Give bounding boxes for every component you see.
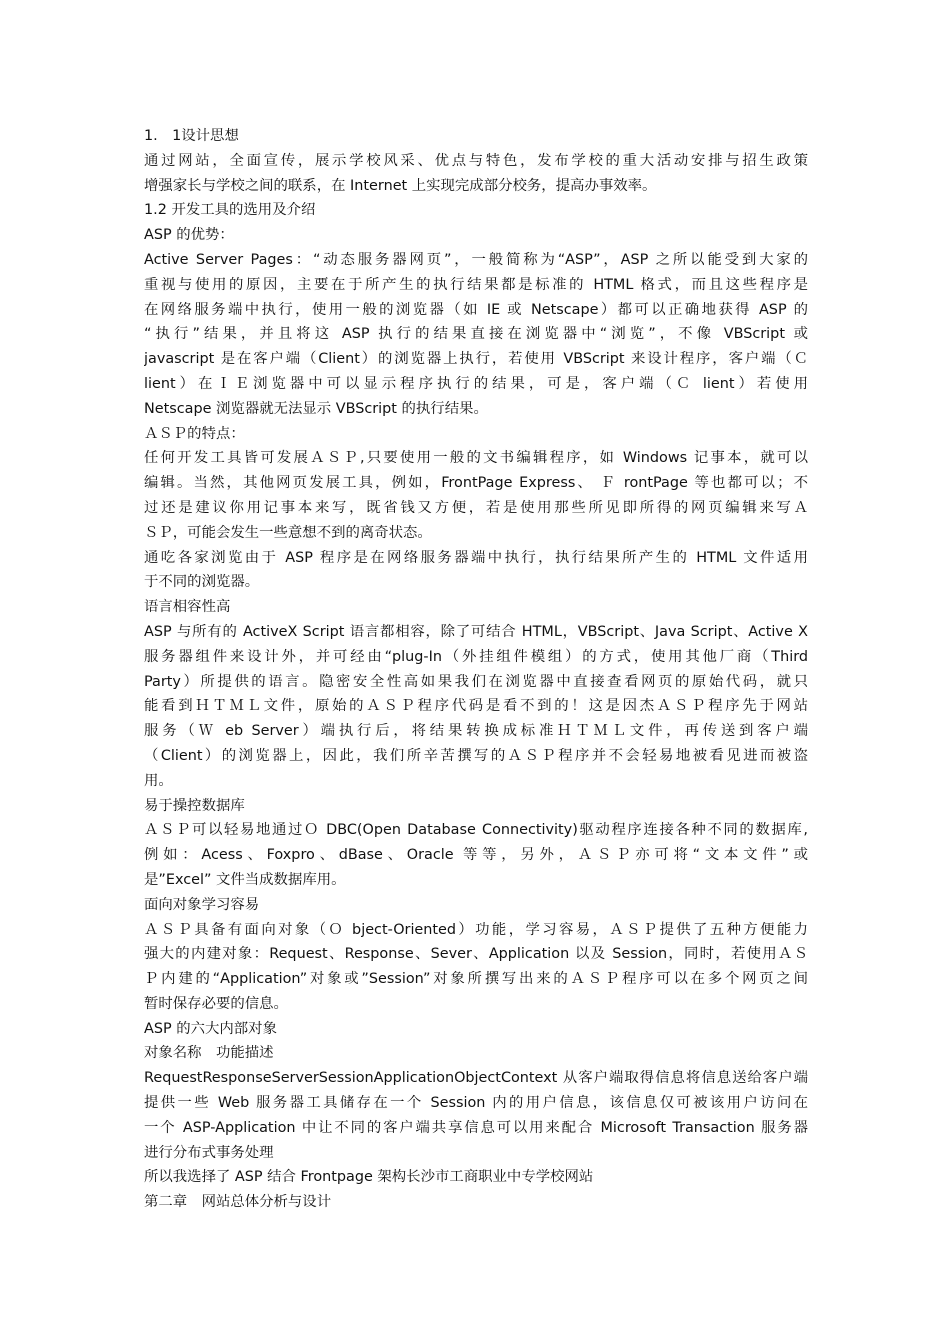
text-line: 是”Excel” 文件当成数据库用。 (144, 871, 346, 888)
document-page (144, 124, 808, 1215)
text-line: 所以我选择了 ASP 结合 Frontpage 架构长沙市工商职业中专学校网站 (144, 1169, 594, 1186)
text-line: ASP 的六大内部对象 (144, 1020, 277, 1037)
text-line: 过还是建议你用记事本来写，既省钱又方便，若是使用那些所见即所得的网页编辑来写Ａ (144, 499, 808, 516)
text-line: 能看到ＨＴＭＬ文件，原始的ＡＳＰ程序代码是看不到的！这是因杰ＡＳＰ程序先于网站 (144, 698, 808, 715)
text-line: 通过网站，全面宣传，展示学校风采、优点与特色，发布学校的重大活动安排与招生政策 (144, 152, 808, 169)
text-line: 用。 (144, 772, 173, 789)
text-line: 进行分布式事务处理 (144, 1144, 274, 1161)
text-line: 例如：Acess、Foxpro、dBase、Oracle 等等，另外，ＡＳＰ亦可将“文本文件”或 (144, 847, 808, 864)
text-line: 在网络服务端中执行，使用一般的浏览器（如 IE 或 Netscape）都可以正确地获得 ASP 的 (144, 301, 808, 318)
text-line: 第二章 网站总体分析与设计 (144, 1194, 332, 1211)
text-line: 对象名称 功能描述 (144, 1045, 274, 1062)
text-line: （Client）的浏览器上，因此，我们所辛苦撰写的ＡＳＰ程序并不会轻易地被看见进而被盗 (144, 747, 808, 764)
text-line: “执行”结果，并且将这 ASP 执行的结果直接在浏览器中“浏览”，不像 VBScript 或 (144, 326, 808, 343)
text-line: RequestResponseServerSessionApplicationObjectContext 从客户端取得信息将信息送给客户端 (144, 1070, 808, 1087)
text-line: ASP 与所有的 ActiveX Script 语言都相容，除了可结合 HTML，VBScript、Java Script、Active X (144, 623, 808, 640)
text-line: 1.2 开发工具的选用及介绍 (144, 202, 316, 219)
text-line: 编辑。当然，其他网页发展工具，例如，FrontPage Express、 Ｆ rontPage 等也都可以；不 (144, 475, 808, 492)
text-line: 暂时保存必要的信息。 (144, 995, 288, 1012)
text-line: 语言相容性高 (144, 599, 231, 616)
text-line: 服务（Ｗ eb Server）端执行后，将结果转换成标准ＨＴＭＬ文件，再传送到客户端 (144, 723, 808, 740)
text-line: ＡＳＰ具备有面向对象（Ｏ bject-Oriented）功能，学习容易，ＡＳＰ提供了五种方便能力 (144, 921, 808, 938)
text-line: Party）所提供的语言。隐密安全性高如果我们在浏览器中直接查看网页的原始代码，就只 (144, 673, 808, 690)
text-line: 1. 1设计思想 (144, 128, 239, 144)
text-line: 一个 ASP-Application 中让不同的客户端共享信息可以用来配合 Microsoft Transaction 服务器 (144, 1119, 808, 1136)
text-line: 增强家长与学校之间的联系，在 Internet 上实现完成部分校务，提高办事效率。 (144, 177, 657, 194)
text-line: ＡＳＰ可以轻易地通过Ｏ DBC(Open Database Connectivity)驱动程序连接各种不同的数据库, (144, 822, 808, 839)
text-line: Netscape 浏览器就无法显示 VBScript 的执行结果。 (144, 400, 488, 417)
text-line: ＳＰ，可能会发生一些意想不到的离奇状态。 (144, 524, 432, 541)
text-line: 服务器组件来设计外，并可经由“plug-In（外挂组件模组）的方式，使用其他厂商（Third (144, 648, 808, 665)
text-line: 重视与使用的原因，主要在于所产生的执行结果都是标准的 HTML 格式，而且这些程序是 (144, 276, 808, 293)
text-line: Ｐ内建的“Application”对象或”Session”对象所撰写出来的ＡＳＰ程序可以在多个网页之间 (144, 971, 808, 988)
text-line: Active Server Pages：“动态服务器网页”，一般简称为“ASP”，ASP 之所以能受到大家的 (144, 251, 808, 268)
text-line: javascript 是在客户端（Client）的浏览器上执行，若使用 VBScript 来设计程序，客户端（Ｃ (144, 351, 808, 368)
text-line: 提供一些 Web 服务器工具储存在一个 Session 内的用户信息，该信息仅可被该用户访问在 (144, 1095, 808, 1112)
text-line: lient）在ＩＥ浏览器中可以显示程序执行的结果，可是，客户端（Ｃ lient）若使用 (144, 375, 808, 392)
text-line: 易于操控数据库 (144, 797, 245, 814)
text-line: 强大的内建对象：Request、Response、Sever、Application 以及 Session，同时，若使用ＡＳ (144, 946, 808, 963)
text-line: ＡＳＰ的特点： (144, 425, 245, 442)
text-line: 通吃各家浏览由于 ASP 程序是在网络服务器端中执行，执行结果所产生的 HTML 文件适用 (144, 549, 808, 566)
text-line: 面向对象学习容易 (144, 896, 260, 913)
text-line: 于不同的浏览器。 (144, 574, 260, 591)
text-line: 任何开发工具皆可发展ＡＳＰ,只要使用一般的文书编辑程序，如 Windows 记事本，就可以 (144, 450, 808, 467)
text-line: ASP 的优势： (144, 227, 234, 244)
